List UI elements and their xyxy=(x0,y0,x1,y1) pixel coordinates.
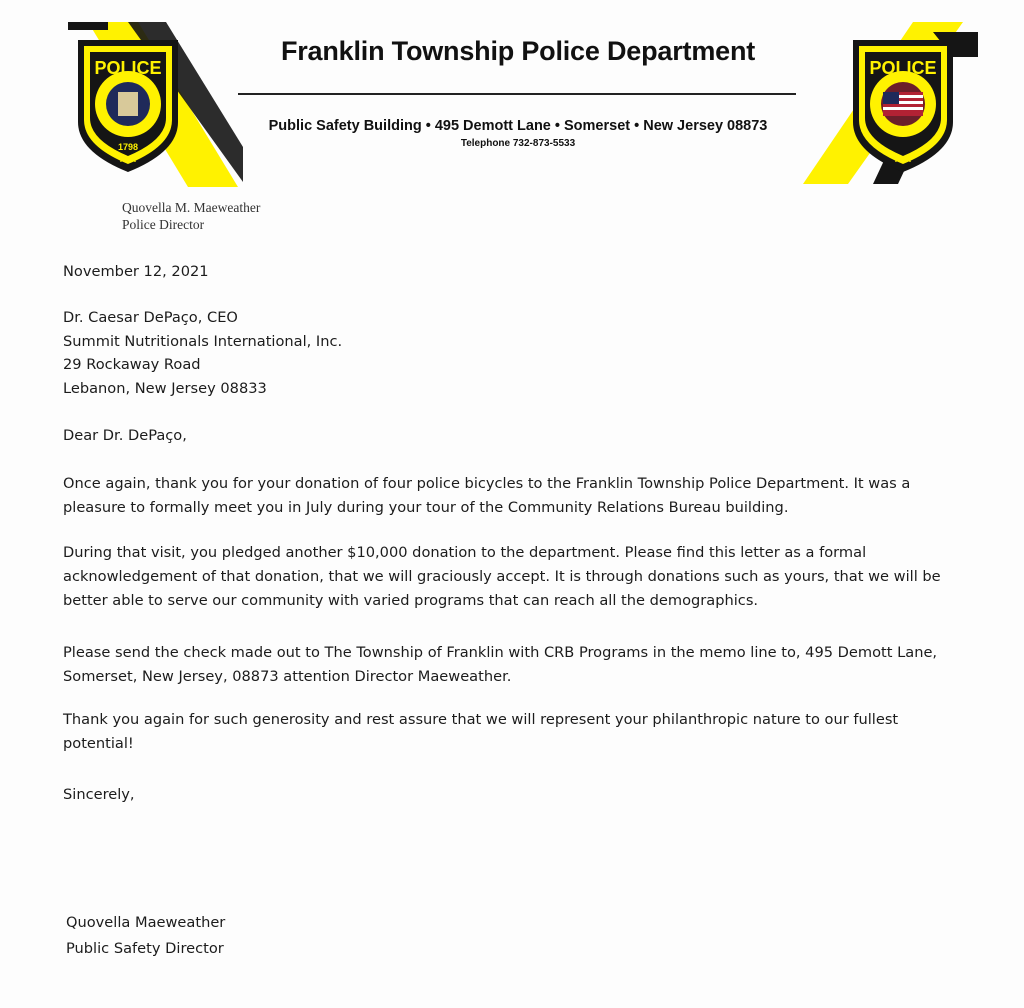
paragraph-line: Somerset, New Jersey, 08873 attention Director Maeweather. xyxy=(63,668,512,685)
badge-year-text: 1798 xyxy=(117,142,139,152)
department-telephone: Telephone 732-873-5533 xyxy=(460,138,576,149)
paragraph-line: pleasure to formally meet you in July during your tour of the Community Relations Bureau building. xyxy=(63,499,789,516)
badge-police-text: POLICE xyxy=(869,58,937,78)
closing: Sincerely, xyxy=(63,786,135,803)
recipient-address xyxy=(63,306,983,400)
paragraph-line: potential! xyxy=(63,735,134,752)
director-title: Police Director xyxy=(122,217,205,232)
badge-state-text: N.J. xyxy=(119,154,137,164)
recipient-line: 29 Rockaway Road xyxy=(63,356,201,373)
recipient-line: Summit Nutritionals International, Inc. xyxy=(63,332,343,350)
signer-name: Quovella Maeweather xyxy=(66,914,226,931)
salutation: Dear Dr. DePaço, xyxy=(63,427,187,444)
badge-state-text: N.J. xyxy=(894,154,912,164)
badge-police-text: POLICE xyxy=(94,58,162,78)
paragraph-line: Once again, thank you for your donation of four police bicycles to the Franklin Township Police Department. It was a xyxy=(63,475,911,492)
recipient-line: Dr. Caesar DePaço, CEO xyxy=(63,309,238,326)
paragraph-line: Thank you again for such generosity and rest assure that we will represent your philanthropic nature to our fullest xyxy=(63,711,899,728)
header-divider xyxy=(238,93,796,95)
signer-title: Public Safety Director xyxy=(66,940,224,957)
director-name: Quovella M. Maeweather xyxy=(122,200,261,215)
police-badge-right-logo xyxy=(803,22,978,187)
paragraph-line: better able to serve our community with varied programs that can reach all the demographics. xyxy=(63,592,759,609)
recipient-line: Lebanon, New Jersey 08833 xyxy=(63,379,267,397)
paragraph xyxy=(63,641,983,689)
paragraph xyxy=(63,472,983,520)
paragraph-line: acknowledgement of that donation, that we will graciously accept. It is through donations such as yours, that we will be xyxy=(63,568,941,585)
paragraph xyxy=(63,708,983,756)
police-badge-left-logo xyxy=(68,22,243,187)
paragraph xyxy=(63,541,983,613)
paragraph-line: During that visit, you pledged another $10,000 donation to the department. Please find this letter as a formal xyxy=(63,544,867,561)
department-title: Franklin Township Police Department xyxy=(280,36,756,66)
letter-date: November 12, 2021 xyxy=(63,263,209,280)
paragraph-line: Please send the check made out to The Township of Franklin with CRB Programs in the memo line to, 495 Demott Lane, xyxy=(63,644,938,661)
department-address: Public Safety Building • 495 Demott Lane • Somerset • New Jersey 08873 xyxy=(268,118,768,134)
